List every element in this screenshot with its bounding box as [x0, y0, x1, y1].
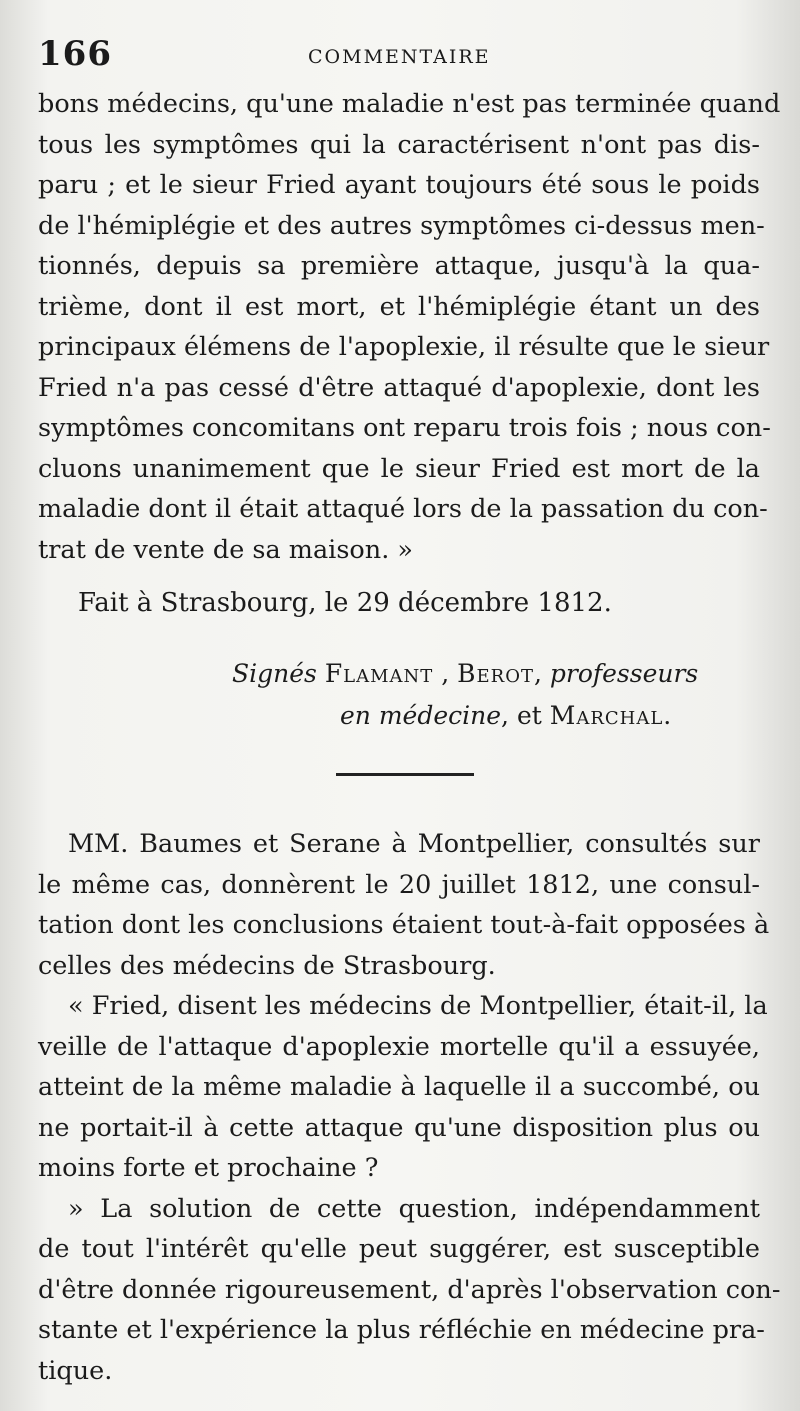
- separator: ,: [433, 659, 458, 688]
- section-divider: [336, 773, 474, 776]
- signes-label: Signés: [232, 659, 317, 688]
- text-line: tionnés, depuis sa première attaque, jusqu'à la qua-: [38, 251, 760, 281]
- text-line: tation dont les conclusions étaient tout-à-fait opposées à: [38, 910, 770, 940]
- paragraph-question: [38, 986, 768, 1189]
- text-line: de l'hémiplégie et des autres symptômes ci-dessus men-: [38, 210, 765, 241]
- text-line: ne portait-il à cette attaque qu'une disposition plus ou: [38, 1112, 760, 1143]
- dateline: Fait à Strasbourg, le 29 décembre 1812.: [78, 588, 612, 618]
- text-line: stante et l'expérience la plus réfléchie en médecine pra-: [38, 1315, 765, 1345]
- text-line: atteint de la même maladie à laquelle il a succombé, ou: [38, 1072, 760, 1102]
- text-line: trat de vente de sa maison. »: [38, 534, 414, 565]
- text-line: moins forte et prochaine ?: [38, 1153, 379, 1183]
- running-head: COMMENTAIRE: [308, 46, 491, 68]
- text-line: symptômes concomitans ont reparu trois fois ; nous con-: [38, 413, 771, 443]
- signature-block: [232, 653, 762, 737]
- text-line: » La solution de cette question, indépendamment: [68, 1193, 760, 1224]
- signature-line-1: [232, 653, 762, 695]
- text-line: de tout l'intérêt qu'elle peut suggérer, est susceptible: [38, 1234, 760, 1264]
- paragraph-solution: [38, 1189, 781, 1392]
- bottom-text-block: [38, 824, 781, 1391]
- page-number: 166: [38, 34, 112, 74]
- signatory-flamant: Flamant: [324, 659, 434, 688]
- paragraph-consultation: [38, 824, 770, 986]
- signatory-berot: Berot: [457, 659, 534, 688]
- text-line: principaux élémens de l'apoplexie, il résulte que le sieur: [38, 332, 770, 362]
- separator: ,: [533, 659, 550, 688]
- signature-line-2: [232, 695, 762, 737]
- text-line: celles des médecins de Strasbourg.: [38, 950, 496, 981]
- text-line: paru ; et le sieur Fried ayant toujours été sous le poids: [38, 170, 760, 200]
- text-line: trième, dont il est mort, et l'hémiplégie étant un des: [38, 291, 760, 322]
- page-header: [38, 34, 750, 84]
- text-line: « Fried, disent les médecins de Montpellier, était-il, la: [68, 991, 768, 1021]
- top-text-block: [38, 84, 781, 570]
- text-line: Fried n'a pas cessé d'être attaqué d'apoplexie, dont les: [38, 372, 760, 403]
- text-line: veille de l'attaque d'apoplexie mortelle qu'il a essuyée,: [38, 1031, 760, 1062]
- text-line: le même cas, donnèrent le 20 juillet 1812, une consul-: [38, 869, 760, 900]
- role-medecine: en médecine: [340, 701, 502, 730]
- text-line: bons médecins, qu'une maladie n'est pas terminée quand: [38, 89, 781, 119]
- text-line: tous les symptômes qui la caractérisent n'ont pas dis-: [38, 129, 760, 160]
- separator: , et: [501, 701, 550, 730]
- role-professeurs: professeurs: [549, 659, 699, 688]
- text-line: MM. Baumes et Serane à Montpellier, consultés sur: [68, 829, 760, 859]
- text-line: d'être donnée rigoureusement, d'après l'observation con-: [38, 1274, 781, 1305]
- signatory-marchal: Marchal.: [549, 701, 673, 730]
- text-line: tique.: [38, 1355, 113, 1386]
- text-line: maladie dont il était attaqué lors de la passation du con-: [38, 494, 768, 524]
- text-line: cluons unanimement que le sieur Fried est mort de la: [38, 453, 760, 484]
